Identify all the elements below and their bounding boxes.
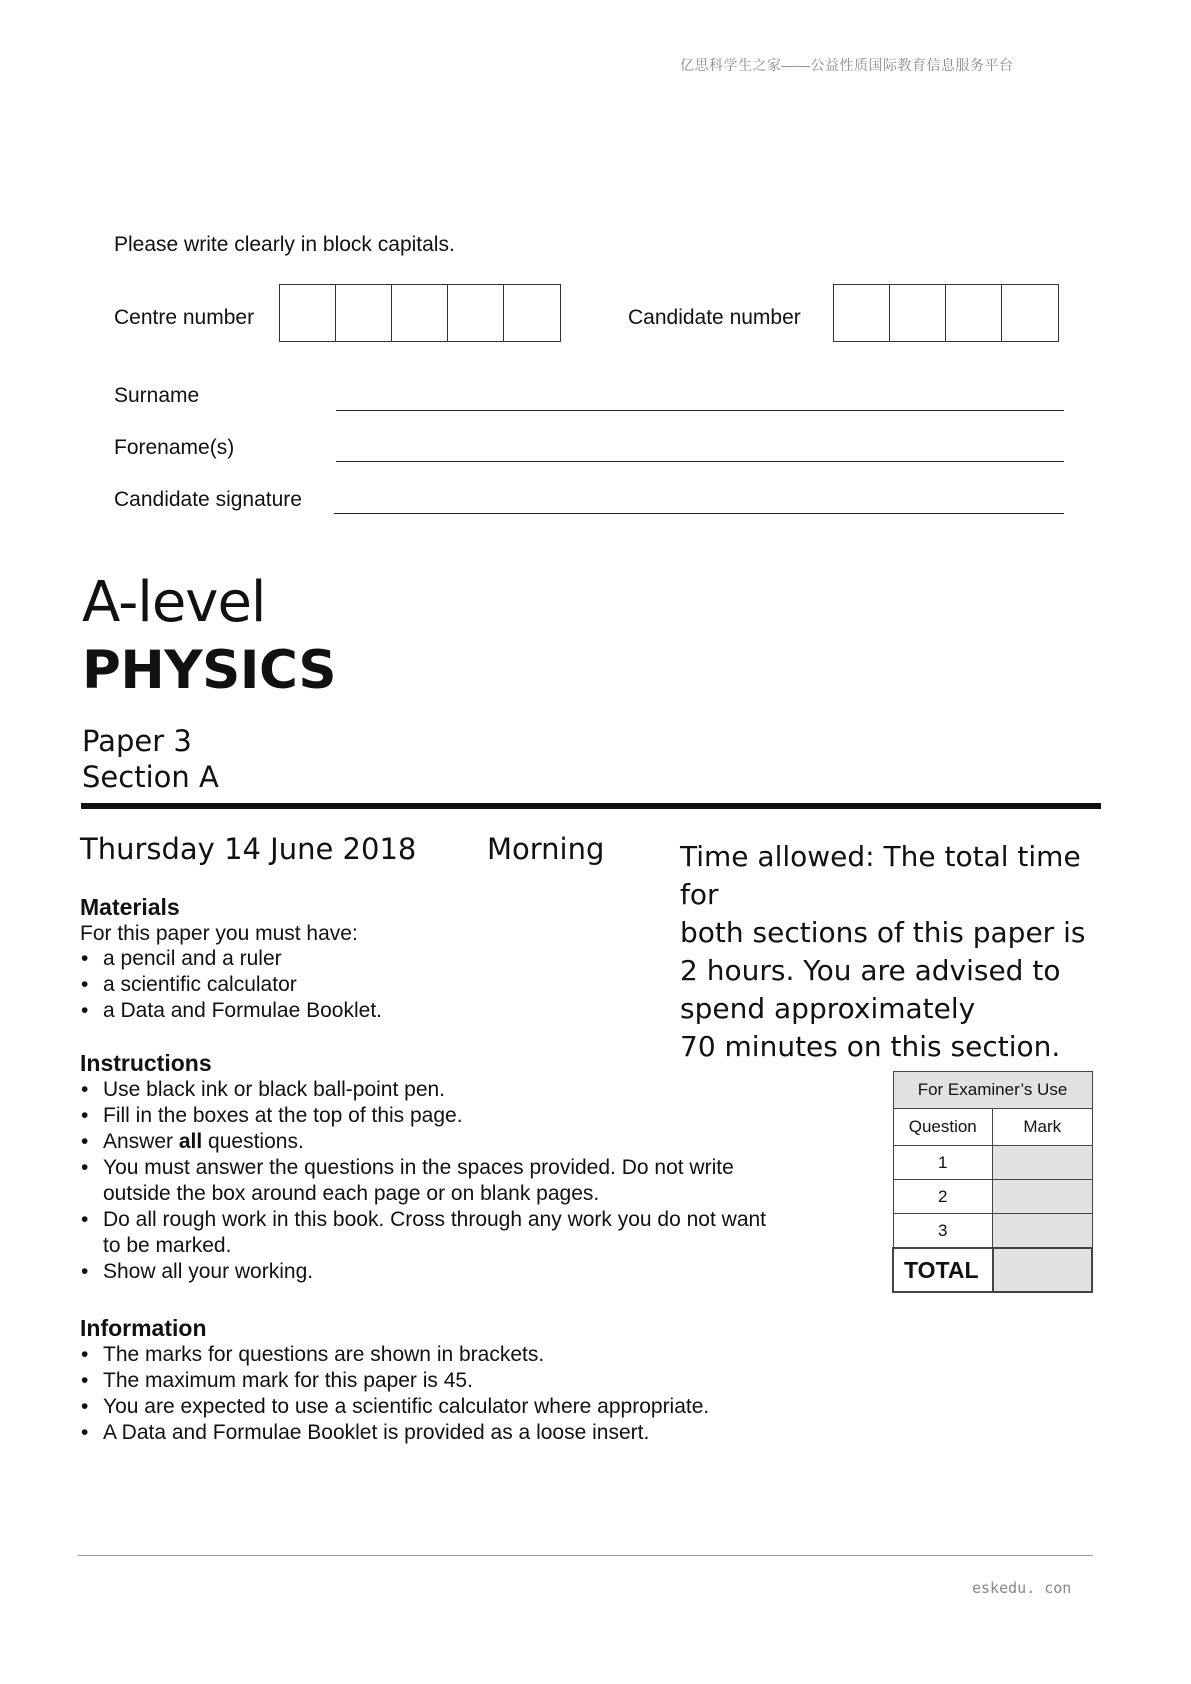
instructions-heading: Instructions [80, 1050, 212, 1076]
exam-session: Morning [487, 832, 605, 866]
materials-section [80, 894, 382, 1024]
instruction-line: You must answer the questions in the spaces provided. Do not write [103, 1156, 734, 1179]
answer-emphasis: all [178, 1130, 203, 1153]
centre-number-box[interactable] [392, 285, 448, 341]
mark-cell[interactable] [993, 1214, 1093, 1249]
qualification-level: A-level [82, 570, 266, 635]
instructions-list [80, 1077, 840, 1285]
list-item: • The marks for questions are shown in brackets. [80, 1342, 709, 1368]
examiners-use-table [892, 1071, 1093, 1293]
mark-cell[interactable] [993, 1146, 1093, 1180]
answer-text: questions. [202, 1130, 304, 1153]
candidate-number-box[interactable] [946, 285, 1002, 341]
title-divider [81, 803, 1101, 809]
watermark-text: 亿思科学生之家——公益性质国际教育信息服务平台 [680, 57, 1014, 73]
surname-line[interactable] [336, 410, 1064, 411]
information-section [80, 1315, 709, 1446]
total-mark-cell[interactable] [993, 1248, 1093, 1292]
information-list [80, 1342, 709, 1446]
instruction-line: to be marked. [103, 1234, 232, 1257]
list-item: • A Data and Formulae Booklet is provided as a loose insert. [80, 1420, 709, 1446]
footer-divider [78, 1555, 1093, 1556]
time-allowed-line: Time allowed: The total time for [680, 840, 1081, 911]
mark-column-header: Mark [993, 1109, 1093, 1146]
table-row [893, 1214, 1092, 1249]
question-number: 1 [893, 1146, 993, 1180]
time-allowed-line: 70 minutes on this section. [680, 1030, 1061, 1063]
total-label: TOTAL [893, 1248, 993, 1292]
block-capitals-instruction: Please write clearly in block capitals. [114, 233, 455, 256]
table-row [893, 1180, 1092, 1214]
centre-number-box[interactable] [448, 285, 504, 341]
centre-number-box[interactable] [280, 285, 336, 341]
list-item: • You are expected to use a scientific calculator where appropriate. [80, 1394, 709, 1420]
question-number: 2 [893, 1180, 993, 1214]
question-number: 3 [893, 1214, 993, 1249]
candidate-number-box[interactable] [834, 285, 890, 341]
list-item [80, 1207, 840, 1259]
subject-title: PHYSICS [82, 640, 337, 701]
mark-cell[interactable] [993, 1180, 1093, 1214]
signature-label: Candidate signature [114, 488, 302, 511]
candidate-number-box[interactable] [1002, 285, 1058, 341]
information-heading: Information [80, 1315, 207, 1341]
materials-intro: For this paper you must have: [80, 922, 358, 945]
time-allowed-line: both sections of this paper is [680, 916, 1086, 949]
paper-info [82, 723, 219, 795]
question-column-header: Question [893, 1109, 993, 1146]
footer-url: eskedu. con [972, 1579, 1072, 1597]
answer-text: Answer [103, 1130, 179, 1153]
centre-number-boxes [279, 284, 561, 342]
paper-number: Paper 3 [82, 724, 192, 758]
list-item: • Show all your working. [80, 1259, 840, 1285]
list-item: • a pencil and a ruler [80, 946, 382, 972]
candidate-number-box[interactable] [890, 285, 946, 341]
centre-number-box[interactable] [336, 285, 392, 341]
instructions-section [80, 1050, 840, 1285]
table-row [893, 1146, 1092, 1180]
list-item: • a Data and Formulae Booklet. [80, 998, 382, 1024]
paper-section: Section A [82, 760, 219, 794]
list-item: • Use black ink or black ball-point pen. [80, 1077, 840, 1103]
list-item: • Fill in the boxes at the top of this page. [80, 1103, 840, 1129]
time-allowed [680, 838, 1100, 1066]
list-item: • a scientific calculator [80, 972, 382, 998]
table-row [893, 1248, 1092, 1292]
list-item: • The maximum mark for this paper is 45. [80, 1368, 709, 1394]
forename-label: Forename(s) [114, 436, 235, 459]
centre-number-box[interactable] [504, 285, 560, 341]
candidate-number-label: Candidate number [628, 306, 801, 329]
forename-line[interactable] [336, 461, 1064, 462]
instruction-line: Do all rough work in this book. Cross through any work you do not want [103, 1208, 767, 1231]
exam-date: Thursday 14 June 2018 [80, 832, 417, 866]
list-item [80, 1129, 840, 1155]
materials-heading: Materials [80, 894, 180, 920]
time-allowed-line: 2 hours. You are advised to [680, 954, 1061, 987]
signature-line[interactable] [334, 513, 1064, 514]
centre-number-label: Centre number [114, 306, 255, 329]
instruction-line: outside the box around each page or on blank pages. [103, 1182, 600, 1205]
materials-list [80, 946, 382, 1024]
time-allowed-line: spend approximately [680, 992, 976, 1025]
examiners-use-title: For Examiner’s Use [893, 1072, 1092, 1109]
candidate-number-boxes [833, 284, 1059, 342]
list-item [80, 1155, 840, 1207]
surname-label: Surname [114, 384, 200, 407]
